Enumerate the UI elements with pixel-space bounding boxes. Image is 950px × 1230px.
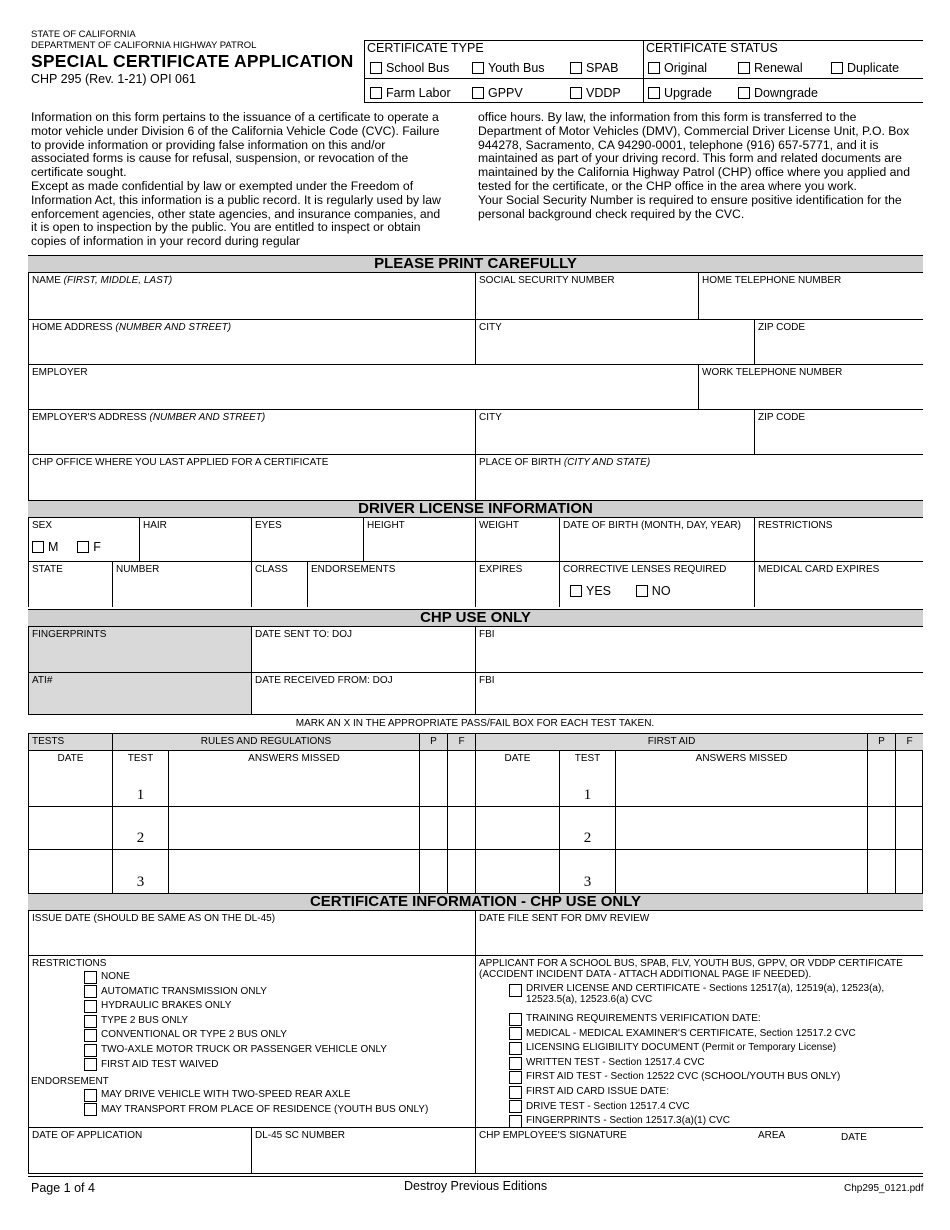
- checkbox[interactable]: [84, 1058, 97, 1071]
- date-received-fbi-field[interactable]: FBI: [475, 673, 923, 715]
- checkbox[interactable]: [831, 62, 843, 74]
- home-zip-field[interactable]: ZIP CODE: [754, 320, 923, 365]
- applicant-item-medical[interactable]: MEDICAL - MEDICAL EXAMINER'S CERTIFICATE, Section 12517.2 CVC: [509, 1027, 919, 1042]
- dob-field[interactable]: DATE OF BIRTH (MONTH, DAY, YEAR): [559, 518, 754, 562]
- checkbox[interactable]: [509, 1042, 522, 1055]
- certificate-type-label: CERTIFICATE TYPE: [367, 41, 484, 55]
- restriction-two-axle[interactable]: TWO-AXLE MOTOR TRUCK OR PASSENGER VEHICLE ONLY: [84, 1043, 387, 1058]
- checkbox[interactable]: [84, 1044, 97, 1057]
- column-header: ANSWERS MISSED: [248, 753, 340, 764]
- date-of-application-field[interactable]: DATE OF APPLICATION: [28, 1128, 251, 1173]
- test-number: 3: [583, 874, 592, 890]
- checkbox[interactable]: [509, 1086, 522, 1099]
- hair-field[interactable]: HAIR: [139, 518, 251, 562]
- applicant-item-written[interactable]: WRITTEN TEST - Section 12517.4 CVC: [509, 1056, 919, 1071]
- applicant-item-licensing[interactable]: LICENSING ELIGIBILITY DOCUMENT (Permit or Temporary License): [509, 1041, 919, 1056]
- chp-signature-field[interactable]: CHP EMPLOYEE'S SIGNATURE AREA DATE: [475, 1128, 923, 1173]
- endorsement-youth-bus[interactable]: MAY TRANSPORT FROM PLACE OF RESIDENCE (YOUTH BUS ONLY): [84, 1103, 428, 1118]
- restriction-first-aid-waived[interactable]: FIRST AID TEST WAIVED: [84, 1058, 387, 1073]
- status-duplicate[interactable]: Duplicate: [831, 59, 899, 77]
- info-paragraph: Information on this form pertains to the issuance of a certificate to operate a motor vehicle under Division 6 of the California Vehicle Code (CVC). Failure to provide information or providing false information on this and/or associated forms is cause for refusal, suspension, or revocation of the certificate sought.: [31, 110, 440, 180]
- column-header: DATE: [504, 753, 531, 764]
- checkbox[interactable]: [509, 1071, 522, 1084]
- checkbox[interactable]: [570, 87, 582, 99]
- date-sent-doj-field[interactable]: DATE SENT TO: DOJ: [251, 627, 475, 673]
- first-aid-fail-cell[interactable]: [895, 807, 923, 850]
- restriction-automatic[interactable]: AUTOMATIC TRANSMISSION ONLY: [84, 985, 387, 1000]
- checkbox[interactable]: [84, 971, 97, 984]
- checkbox[interactable]: [509, 1057, 522, 1070]
- fingerprints-field: FINGERPRINTS: [28, 627, 251, 673]
- department-label: DEPARTMENT OF CALIFORNIA HIGHWAY PATROL: [31, 40, 257, 51]
- type-youth-bus[interactable]: Youth Bus: [472, 59, 545, 77]
- class-field[interactable]: CLASS: [251, 562, 307, 607]
- rules-fail-header: F: [447, 733, 475, 751]
- restriction-list: [84, 970, 387, 1072]
- applicant-item-dl[interactable]: DRIVER LICENSE AND CERTIFICATE - Sections 12517(a), 12519(a), 12523(a), 12523.5(a), 12523.6(a) CVC: [509, 983, 919, 1012]
- checkbox[interactable]: [84, 985, 97, 998]
- first-aid-date-cell[interactable]: [475, 751, 559, 807]
- form-number: CHP 295 (Rev. 1-21) OPI 061: [31, 72, 196, 86]
- checkbox[interactable]: [509, 1115, 522, 1128]
- weight-field[interactable]: WEIGHT: [475, 518, 559, 562]
- restrictions-field[interactable]: RESTRICTIONS: [754, 518, 923, 562]
- checkbox[interactable]: [472, 87, 484, 99]
- applicant-list: [509, 983, 919, 1129]
- date-received-doj-field[interactable]: DATE RECEIVED FROM: DOJ: [251, 673, 475, 715]
- rules-fail-cell[interactable]: [447, 807, 475, 850]
- ssn-field[interactable]: SOCIAL SECURITY NUMBER: [475, 273, 698, 320]
- first-aid-pass-header: P: [867, 733, 895, 751]
- lenses-field[interactable]: CORRECTIVE LENSES REQUIRED YES NO: [559, 562, 754, 607]
- test-number: 2: [136, 830, 145, 846]
- page-number: Page 1 of 4: [31, 1181, 95, 1195]
- type-spab[interactable]: SPAB: [570, 59, 618, 77]
- restrictions-label: RESTRICTIONS: [32, 958, 107, 969]
- first-aid-header: FIRST AID: [475, 733, 867, 751]
- info-right: [478, 111, 918, 221]
- home-phone-field[interactable]: HOME TELEPHONE NUMBER: [698, 273, 923, 320]
- dl45-number-field[interactable]: DL-45 SC NUMBER: [251, 1128, 475, 1173]
- issue-date-field[interactable]: ISSUE DATE (SHOULD BE SAME AS ON THE DL-45): [28, 911, 475, 956]
- employer-field[interactable]: EMPLOYER: [28, 365, 698, 410]
- first-aid-test-cell[interactable]: [559, 850, 615, 893]
- rules-pass-header: P: [419, 733, 447, 751]
- sex-f-checkbox[interactable]: [77, 541, 89, 553]
- first-aid-answers-cell[interactable]: [615, 807, 867, 850]
- section-print-carefully: PLEASE PRINT CAREFULLY: [28, 255, 923, 273]
- rules-fail-cell[interactable]: [447, 850, 475, 893]
- rules-date-cell[interactable]: [28, 751, 112, 807]
- applicant-item-first-aid-card[interactable]: FIRST AID CARD ISSUE DATE:: [509, 1085, 919, 1100]
- certificate-status-label: CERTIFICATE STATUS: [646, 41, 778, 55]
- sex-field[interactable]: SEX M F: [28, 518, 139, 562]
- restriction-conventional[interactable]: CONVENTIONAL OR TYPE 2 BUS ONLY: [84, 1028, 387, 1043]
- lenses-no-checkbox[interactable]: [636, 585, 648, 597]
- info-paragraph: Your Social Security Number is required to ensure positive identification for the personal background check required by the CVC.: [478, 192, 902, 221]
- endorsement-label: ENDORSEMENT: [31, 1076, 109, 1087]
- section-driver-license: DRIVER LICENSE INFORMATION: [28, 500, 923, 518]
- rules-fail-cell[interactable]: [447, 751, 475, 807]
- checkbox[interactable]: [84, 1029, 97, 1042]
- info-paragraph: Except as made confidential by law or exempted under the Freedom of Information Act, this information is a public record. It is regularly used by law enforcement agencies, other state agencies, and insurance companies, and it is open to inspection by the public. You are entitled to inspect or obtain copies of information in your record during regular: [31, 178, 441, 249]
- area-label: AREA: [758, 1130, 786, 1141]
- restriction-type2[interactable]: TYPE 2 BUS ONLY: [84, 1014, 387, 1029]
- checkbox[interactable]: [472, 62, 484, 74]
- dl-number-field[interactable]: NUMBER: [112, 562, 251, 607]
- destroy-notice: Destroy Previous Editions: [404, 1179, 548, 1193]
- applicant-item-training[interactable]: TRAINING REQUIREMENTS VERIFICATION DATE:: [509, 1012, 919, 1027]
- tests-header: TESTS: [28, 733, 112, 751]
- type-school-bus[interactable]: School Bus: [370, 59, 449, 77]
- employer-city-field[interactable]: CITY: [475, 410, 754, 455]
- test-number: 1: [136, 787, 145, 803]
- file-sent-field[interactable]: DATE FILE SENT FOR DMV REVIEW: [475, 911, 923, 956]
- rules-date-cell[interactable]: [28, 850, 112, 893]
- checkbox[interactable]: [84, 1000, 97, 1013]
- rules-answers-cell[interactable]: [168, 751, 419, 807]
- file-name: Chp295_0121.pdf: [844, 1183, 924, 1194]
- tests-instruction: MARK AN X IN THE APPROPRIATE PASS/FAIL BOX FOR EACH TEST TAKEN.: [295, 718, 655, 729]
- first-aid-answers-cell[interactable]: [615, 751, 867, 807]
- checkbox[interactable]: [509, 1027, 522, 1040]
- test-number: 3: [136, 874, 145, 890]
- status-renewal[interactable]: Renewal: [738, 59, 803, 77]
- first-aid-answers-cell[interactable]: [615, 850, 867, 893]
- endorsements-field[interactable]: ENDORSEMENTS: [307, 562, 475, 607]
- checkbox[interactable]: [648, 87, 660, 99]
- applicant-item-first-aid-test[interactable]: FIRST AID TEST - Section 12522 CVC (SCHOOL/YOUTH BUS ONLY): [509, 1070, 919, 1085]
- medical-card-field[interactable]: MEDICAL CARD EXPIRES: [754, 562, 923, 607]
- section-chp-use-only: CHP USE ONLY: [28, 609, 923, 627]
- height-field[interactable]: HEIGHT: [363, 518, 475, 562]
- restriction-hydraulic[interactable]: HYDRAULIC BRAKES ONLY: [84, 999, 387, 1014]
- rules-answers-cell[interactable]: [168, 850, 419, 893]
- home-city-field[interactable]: CITY: [475, 320, 754, 365]
- chp-office-field[interactable]: CHP OFFICE WHERE YOU LAST APPLIED FOR A CERTIFICATE: [28, 455, 475, 500]
- first-aid-date-cell[interactable]: [475, 807, 559, 850]
- employer-zip-field[interactable]: ZIP CODE: [754, 410, 923, 455]
- work-phone-field[interactable]: WORK TELEPHONE NUMBER: [698, 365, 923, 410]
- applicant-item-drive[interactable]: DRIVE TEST - Section 12517.4 CVC: [509, 1100, 919, 1115]
- rules-answers-cell[interactable]: [168, 807, 419, 850]
- birth-place-field[interactable]: PLACE OF BIRTH (CITY AND STATE): [475, 455, 923, 500]
- endorsement-two-speed[interactable]: MAY DRIVE VEHICLE WITH TWO-SPEED REAR AXLE: [84, 1088, 428, 1103]
- checkbox[interactable]: [84, 1089, 97, 1102]
- date-label: DATE: [841, 1132, 867, 1143]
- column-header: DATE: [57, 753, 84, 764]
- state-label: STATE OF CALIFORNIA: [31, 29, 136, 40]
- checkbox[interactable]: [509, 984, 522, 997]
- checkbox[interactable]: [84, 1015, 97, 1028]
- status-upgrade[interactable]: Upgrade: [648, 84, 712, 102]
- section-certificate-info: CERTIFICATE INFORMATION - CHP USE ONLY: [28, 893, 923, 911]
- info-paragraph: office hours. By law, the information from this form is transferred to the Department of Motor Vehicles (DMV), Commercial Driver License Unit, P.O. Box 944278, Sacramento, CA 94290-0001, telephone (916) 657-5771, and it is maintained as part of your driving record. This form and related documents are maintained by the California Highway Patrol (CHP) office where you applied and tested for the certificate, or the CHP office in the area where you work.: [478, 110, 910, 193]
- sex-m-checkbox[interactable]: [32, 541, 44, 553]
- ati-field: ATI#: [28, 673, 251, 715]
- status-original[interactable]: Original: [648, 59, 707, 77]
- checkbox[interactable]: [370, 87, 382, 99]
- type-vddp[interactable]: VDDP: [570, 84, 621, 102]
- home-address-field[interactable]: HOME ADDRESS (NUMBER AND STREET): [28, 320, 475, 365]
- first-aid-pass-cell[interactable]: [867, 850, 895, 893]
- rules-pass-cell[interactable]: [419, 850, 447, 893]
- first-aid-test-cell[interactable]: [559, 807, 615, 850]
- expires-field[interactable]: EXPIRES: [475, 562, 559, 607]
- test-number: 2: [583, 830, 592, 846]
- restriction-none[interactable]: NONE: [84, 970, 387, 985]
- checkbox[interactable]: [370, 62, 382, 74]
- info-left: [31, 111, 443, 249]
- status-downgrade[interactable]: Downgrade: [738, 84, 818, 102]
- first-aid-fail-cell[interactable]: [895, 751, 923, 807]
- type-farm-labor[interactable]: Farm Labor: [370, 84, 451, 102]
- rules-pass-cell[interactable]: [419, 751, 447, 807]
- rules-pass-cell[interactable]: [419, 807, 447, 850]
- first-aid-test-cell[interactable]: [559, 751, 615, 807]
- rules-test-cell[interactable]: [112, 751, 168, 807]
- column-header: ANSWERS MISSED: [695, 753, 788, 764]
- form-title: SPECIAL CERTIFICATE APPLICATION: [31, 51, 354, 71]
- column-header: TEST: [127, 753, 154, 764]
- rules-test-cell[interactable]: [112, 850, 168, 893]
- date-sent-fbi-field[interactable]: FBI: [475, 627, 923, 673]
- test-number: 1: [583, 787, 592, 803]
- rules-date-cell[interactable]: [28, 807, 112, 850]
- eyes-field[interactable]: EYES: [251, 518, 363, 562]
- first-aid-fail-header: F: [895, 733, 923, 751]
- checkbox[interactable]: [738, 62, 750, 74]
- first-aid-pass-cell[interactable]: [867, 751, 895, 807]
- checkbox[interactable]: [509, 1013, 522, 1026]
- name-field[interactable]: NAME (FIRST, MIDDLE, LAST): [28, 273, 475, 320]
- lenses-yes-checkbox[interactable]: [570, 585, 582, 597]
- first-aid-pass-cell[interactable]: [867, 807, 895, 850]
- checkbox[interactable]: [84, 1103, 97, 1116]
- checkbox[interactable]: [570, 62, 582, 74]
- applicant-item-fingerprints[interactable]: FINGERPRINTS - Section 12517.3(a)(1) CVC: [509, 1114, 919, 1129]
- checkbox[interactable]: [509, 1100, 522, 1113]
- endorsement-list: [84, 1088, 428, 1117]
- state-field[interactable]: STATE: [28, 562, 112, 607]
- first-aid-fail-cell[interactable]: [895, 850, 923, 893]
- first-aid-date-cell[interactable]: [475, 850, 559, 893]
- rules-test-cell[interactable]: [112, 807, 168, 850]
- column-header: TEST: [574, 753, 601, 764]
- type-gppv[interactable]: GPPV: [472, 84, 523, 102]
- checkbox[interactable]: [738, 87, 750, 99]
- applicant-heading: APPLICANT FOR A SCHOOL BUS, SPAB, FLV, YOUTH BUS, GPPV, OR VDDP CERTIFICATE (ACCIDENT INCIDENT DATA - ATTACH ADDITIONAL PAGE IF NEEDED).: [479, 958, 903, 980]
- checkbox[interactable]: [648, 62, 660, 74]
- employer-address-field[interactable]: EMPLOYER'S ADDRESS (NUMBER AND STREET): [28, 410, 475, 455]
- rules-header: RULES AND REGULATIONS: [112, 733, 419, 751]
